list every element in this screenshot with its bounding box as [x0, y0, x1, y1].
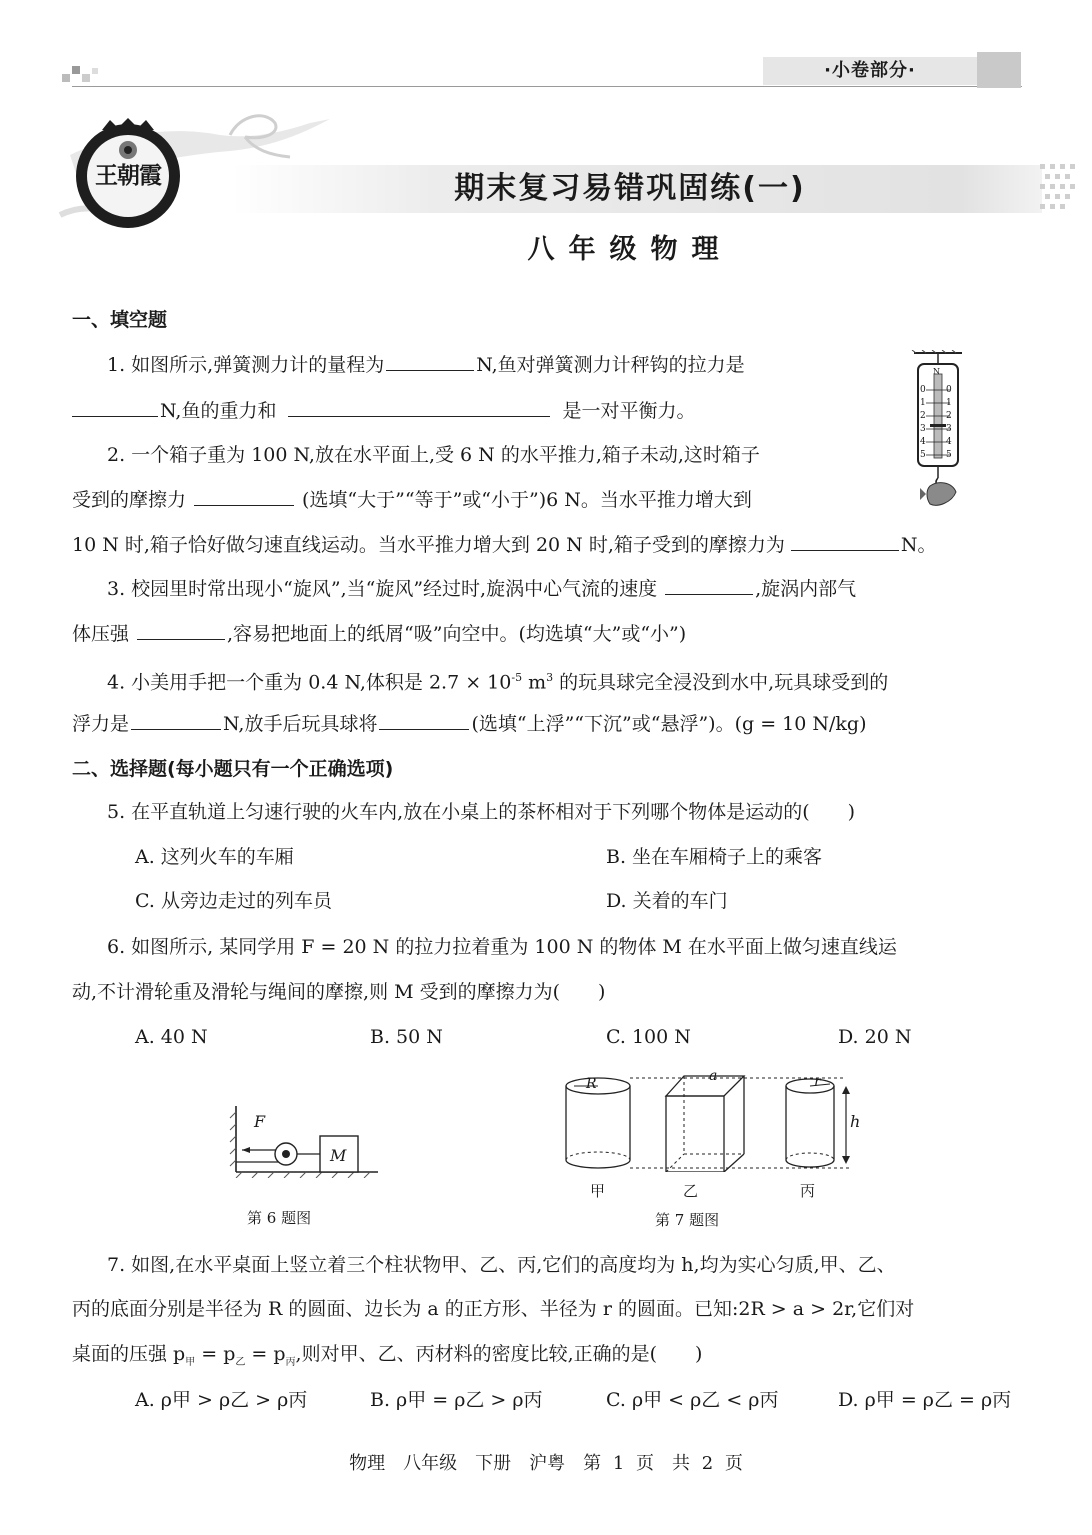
dot-pattern — [1040, 160, 1080, 216]
q3-line2 — [72, 621, 686, 646]
q7-sub-jia: 甲 — [185, 1356, 196, 1368]
section-tab: ·小卷部分· — [763, 57, 977, 85]
q1-text-c: N,鱼的重力和 — [160, 400, 277, 422]
q6-line1: 6. 如图所示, 某同学用 F = 20 N 的拉力拉着重为 100 N 的物体 M 在水平面上做匀速直线运 — [107, 936, 897, 958]
q1-line2 — [72, 398, 695, 423]
fig6-force-label: F — [254, 1112, 266, 1131]
tick-label: 5 — [920, 450, 926, 460]
q4-exponent: -5 — [511, 671, 523, 684]
q1-text-b: N,鱼对弹簧测力计秤钩的拉力是 — [476, 354, 745, 376]
section-fill-blank: 一、填空题 — [72, 309, 168, 331]
fig7-label-R: R — [586, 1076, 597, 1092]
tick-label: 3 — [946, 424, 952, 434]
q6-option-a[interactable]: A. 40 N — [135, 1026, 208, 1048]
q1-blank-3[interactable] — [288, 398, 550, 417]
q5-stem: 5. 在平直轨道上匀速行驶的火车内,放在小桌上的茶杯相对于下列哪个物体是运动的( ) — [107, 801, 856, 823]
q4-text-a4: 的玩具球完全浸没到水中,玩具球受到的 — [553, 671, 889, 694]
q1-text-a: 1. 如图所示,弹簧测力计的量程为 — [107, 354, 385, 376]
q4-text-c: N,放手后玩具球将 — [223, 713, 378, 735]
q7-option-d[interactable]: D. ρ甲 = ρ乙 = ρ丙 — [838, 1389, 1012, 1411]
q2-text-c: (选填“大于”“等于”或“小于”)6 N。当水平推力增大到 — [302, 489, 752, 511]
q6-option-b[interactable]: B. 50 N — [370, 1026, 443, 1048]
section-multiple-choice: 二、选择题(每小题只有一个正确选项) — [72, 758, 394, 780]
q3-blank-2[interactable] — [137, 621, 225, 640]
q4-blank-1[interactable] — [131, 711, 221, 730]
q7-option-a[interactable]: A. ρ甲 > ρ乙 > ρ丙 — [135, 1389, 308, 1411]
tick-label: 2 — [920, 411, 926, 421]
q7-sub-yi: 乙 — [235, 1356, 246, 1368]
q3-text-d: ,容易把地面上的纸屑“吸”向空中。(均选填“大”或“小”) — [227, 623, 687, 645]
tick-label: 1 — [946, 398, 952, 408]
fig7-label-r: r — [814, 1074, 821, 1090]
q2-blank-1[interactable] — [194, 487, 294, 506]
q3-line1 — [107, 576, 856, 601]
q4-blank-2[interactable] — [379, 711, 469, 730]
q7-text-c5: = p — [245, 1343, 286, 1365]
tab-accent — [977, 52, 1021, 88]
q3-text-a: 3. 校园里时常出现小“旋风”,当“旋风”经过时,旋涡中心气流的速度 — [107, 578, 658, 600]
fig7-label-a: a — [709, 1068, 718, 1084]
q3-text-c: 体压强 — [72, 623, 130, 645]
scale-unit-label: N — [933, 367, 940, 376]
cylinders-figure — [560, 1072, 870, 1172]
q5-option-d[interactable]: D. 关着的车门 — [606, 890, 728, 912]
q1-blank-1[interactable] — [386, 352, 474, 371]
q7-line1: 7. 如图,在水平桌面上竖立着三个柱状物甲、乙、丙,它们的高度均为 h,均为实心匀质,甲、乙、 — [107, 1254, 896, 1276]
fig7-caption: 第 7 题图 — [655, 1211, 720, 1229]
logo-badge — [72, 118, 184, 230]
q4-text-a2: m — [522, 671, 547, 694]
q7-text-c7: ,则对甲、乙、丙材料的密度比较,正确的是( ) — [295, 1343, 703, 1365]
q4-text-b: 浮力是 — [72, 713, 130, 735]
corner-squares — [62, 66, 102, 88]
q2-line1: 2. 一个箱子重为 100 N,放在水平面上,受 6 N 的水平推力,箱子未动,这时箱子 — [107, 444, 760, 466]
tick-label: 4 — [920, 437, 926, 447]
q7-line2: 丙的底面分别是半径为 R 的圆面、边长为 a 的正方形、半径为 r 的圆面。已知:2R > a > 2r,它们对 — [72, 1298, 915, 1320]
q7-text-c3: = p — [195, 1343, 236, 1365]
q2-text-d: 10 N 时,箱子恰好做匀速直线运动。当水平推力增大到 20 N 时,箱子受到的摩擦力为 — [72, 534, 785, 556]
q2-line2 — [72, 487, 752, 512]
header-rule — [72, 86, 1022, 87]
q7-option-c[interactable]: C. ρ甲 < ρ乙 < ρ丙 — [606, 1389, 779, 1411]
q4-text-a: 4. 小美用手把一个重为 0.4 N,体积是 2.7 × 10 — [107, 671, 512, 694]
q5-option-c[interactable]: C. 从旁边走过的列车员 — [135, 890, 332, 912]
q6-option-c[interactable]: C. 100 N — [606, 1026, 691, 1048]
q2-text-e: N。 — [900, 534, 937, 556]
scale-right-ticks — [946, 384, 952, 462]
q4-cube: 3 — [546, 671, 554, 684]
q4-line2 — [72, 711, 866, 736]
q3-blank-1[interactable] — [665, 576, 753, 595]
fig7-label-bing: 丙 — [800, 1182, 816, 1200]
q5-option-b[interactable]: B. 坐在车厢椅子上的乘客 — [606, 846, 823, 868]
q2-text-b: 受到的摩擦力 — [72, 489, 187, 511]
q7-text-c1: 桌面的压强 p — [72, 1343, 186, 1365]
q4-line1 — [107, 666, 888, 694]
tick-label: 0 — [920, 385, 926, 395]
fig7-label-h: h — [850, 1112, 861, 1131]
q4-text-d: (选填“上浮”“下沉”或“悬浮”)。(g = 10 N/kg) — [471, 713, 867, 735]
logo-text: 王朝霞 — [95, 162, 161, 189]
q1-blank-2[interactable] — [72, 398, 158, 417]
tick-label: 2 — [946, 411, 952, 421]
q2-line3 — [72, 532, 937, 557]
fig7-label-jia: 甲 — [590, 1182, 606, 1200]
pulley-figure — [228, 1102, 384, 1178]
q2-blank-2[interactable] — [791, 532, 899, 551]
tick-label: 5 — [946, 450, 952, 460]
fig6-mass-label: M — [330, 1146, 347, 1165]
scale-left-ticks — [920, 384, 926, 462]
q3-text-b: ,旋涡内部气 — [755, 578, 857, 600]
q5-option-a[interactable]: A. 这列火车的车厢 — [135, 846, 294, 868]
q1-line1 — [107, 352, 745, 377]
page-title: 期末复习易错巩固练(一) — [454, 171, 806, 206]
page-subtitle: 八年级物理 — [527, 234, 733, 265]
q7-line3 — [72, 1342, 702, 1375]
fig7-label-yi: 乙 — [683, 1182, 699, 1200]
q6-option-d[interactable]: D. 20 N — [838, 1026, 912, 1048]
q7-sub-bing: 丙 — [285, 1356, 296, 1368]
q7-option-b[interactable]: B. ρ甲 = ρ乙 > ρ丙 — [370, 1389, 543, 1411]
tick-label: 3 — [920, 424, 926, 434]
q1-text-d: 是一对平衡力。 — [562, 400, 696, 422]
tick-label: 4 — [946, 437, 952, 447]
tick-label: 0 — [946, 385, 952, 395]
tick-label: 1 — [920, 398, 926, 408]
q6-line2: 动,不计滑轮重及滑轮与绳间的摩擦,则 M 受到的摩擦力为( ) — [72, 981, 606, 1003]
fig6-caption: 第 6 题图 — [247, 1209, 312, 1227]
page-footer: 物理 八年级 下册 沪粤 第 1 页 共 2 页 — [349, 1453, 743, 1474]
